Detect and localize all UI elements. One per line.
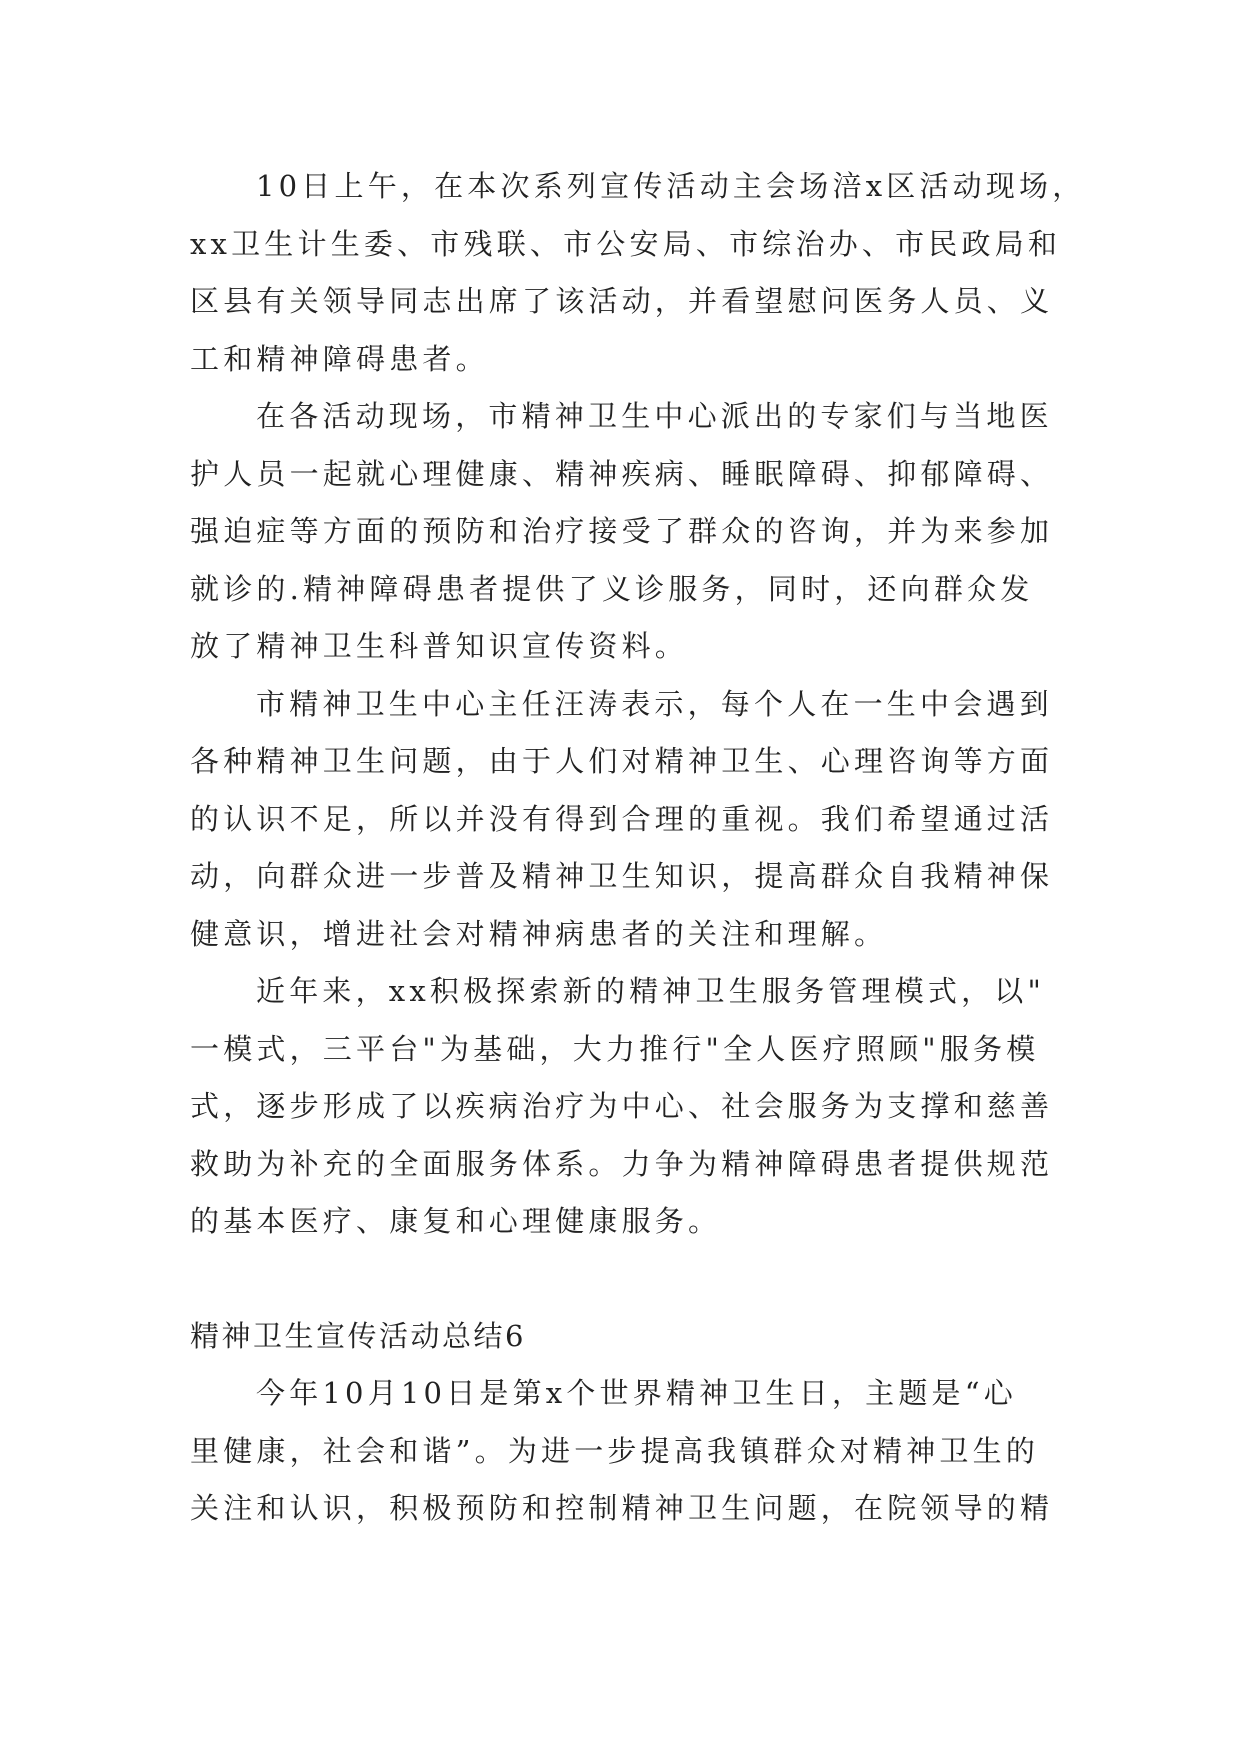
document-body [190, 158, 1086, 1538]
paragraph-line: 的基本医疗、康复和心理健康服务。 [190, 1204, 722, 1238]
paragraph-line: 工和精神障碍患者。 [190, 341, 489, 376]
paragraph-line: 健意识，增进社会对精神病患者的关注和理解。 [190, 916, 888, 951]
paragraph-line: 一模式，三平台"为基础，大力推行"全人医疗照顾"服务模 [190, 1031, 1040, 1066]
paragraph-line: 市精神卫生中心主任汪涛表示，每个人在一生中会遇到 [256, 686, 1053, 721]
paragraph-line: 式，逐步形成了以疾病治疗为中心、社会服务为支撑和慈善 [190, 1089, 1054, 1123]
section-title: 精神卫生宣传活动总结6 [190, 1318, 526, 1353]
paragraph-line: 近年来，xx积极探索新的精神卫生服务管理模式，以" [256, 974, 1046, 1008]
paragraph-line: 就诊的.精神障碍患者提供了义诊服务，同时，还向群众发 [190, 571, 1034, 606]
paragraph-line: xx卫生计生委、市残联、市公安局、市综治办、市民政局和 [190, 226, 1062, 261]
paragraph-line: 放了精神卫生科普知识宣传资料。 [190, 629, 689, 663]
paragraph-line: 里健康，社会和谐”。为进一步提高我镇群众对精神卫生的 [190, 1433, 1040, 1468]
paragraph-line: 在各活动现场，市精神卫生中心派出的专家们与当地医 [256, 399, 1053, 433]
paragraph-line: 今年10月10日是第x个世界精神卫生日，主题是“心 [256, 1376, 1017, 1410]
paragraph-line: 关注和认识，积极预防和控制精神卫生问题，在院领导的精 [190, 1491, 1054, 1525]
paragraph [190, 388, 1054, 676]
paragraph [190, 1365, 1054, 1538]
paragraph-line: 动，向群众进一步普及精神卫生知识，提高群众自我精神保 [190, 859, 1054, 893]
paragraph-line: 强迫症等方面的预防和治疗接受了群众的咨询，并为来参加 [190, 514, 1054, 548]
paragraph-line: 各种精神卫生问题，由于人们对精神卫生、心理咨询等方面 [190, 744, 1054, 778]
paragraph [190, 963, 1054, 1251]
paragraph-line: 10日上午，在本次系列宣传活动主会场涪x区活动现场， [256, 169, 1086, 203]
paragraph-line: 救助为补充的全面服务体系。力争为精神障碍患者提供规范 [190, 1146, 1054, 1181]
section-spacer [190, 1251, 1050, 1308]
paragraph [190, 158, 1086, 388]
paragraph [190, 676, 1054, 964]
paragraph-line: 区县有关领导同志出席了该活动，并看望慰问医务人员、义 [190, 284, 1054, 318]
paragraph-line: 护人员一起就心理健康、精神疾病、睡眠障碍、抑郁障碍、 [190, 456, 1054, 491]
paragraph-line: 的认识不足，所以并没有得到合理的重视。我们希望通过活 [190, 801, 1054, 836]
